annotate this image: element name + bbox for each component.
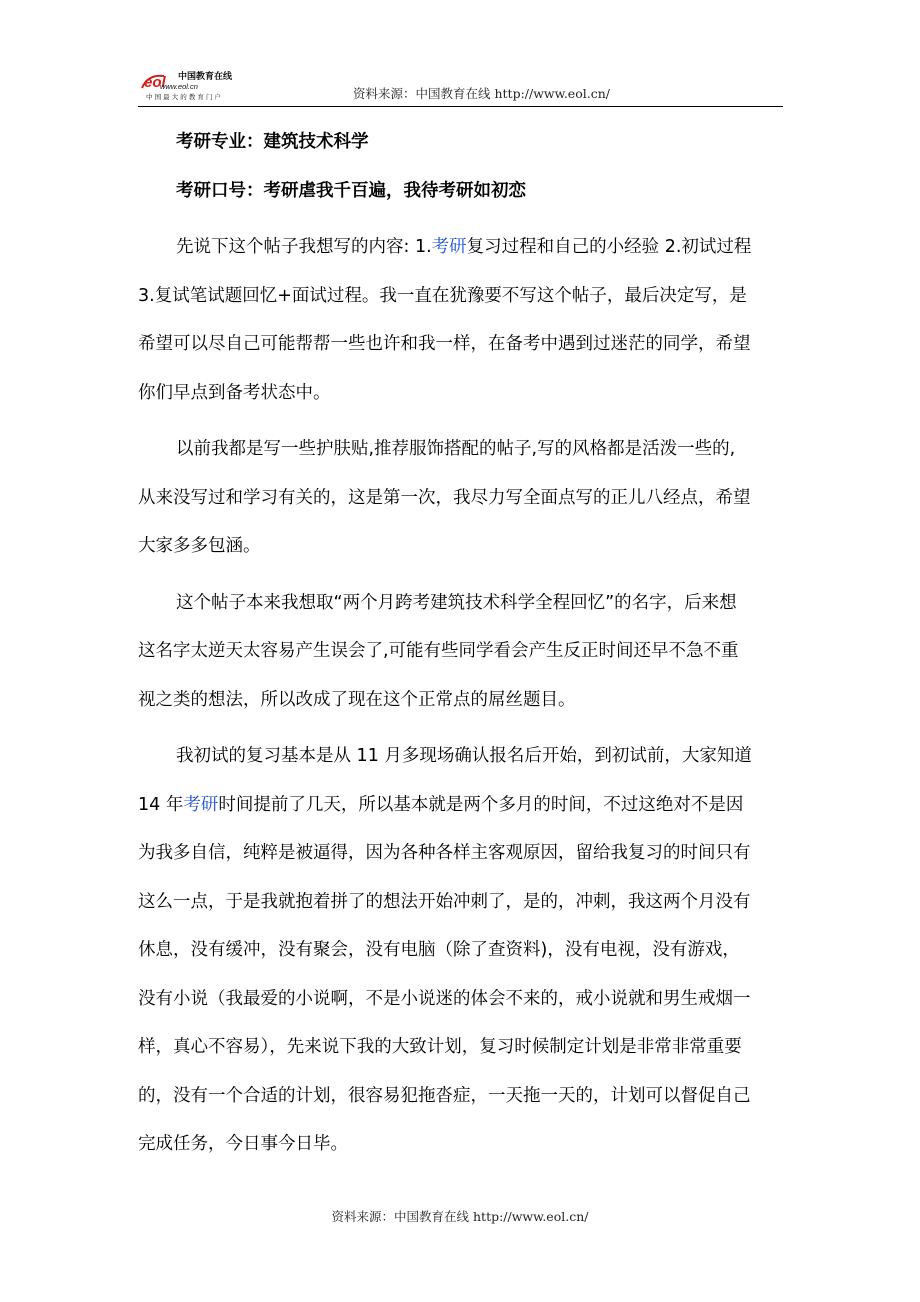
paragraph-4-line: 我初试的复习基本是从 11 月多现场确认报名后开始，到初试前，大家知道 [176,746,752,766]
title-major: 考研专业：建筑技术科学 [176,132,369,152]
paragraph-4-line: 样，真心不容易），先来说下我的大致计划，复习时候制定计划是非常非常重要 [138,1037,742,1057]
header-source-text: 资料来源：中国教育在线 http://www.eol.cn/ [353,86,610,101]
paragraph-2-line: 以前我都是写一些护肤贴,推荐服饰搭配的帖子,写的风格都是活泼一些的, [176,439,736,459]
paragraph-4-line: 完成任务，今日事今日毕。 [138,1134,348,1154]
kaoyan-link[interactable]: 考研 [431,237,467,257]
page-header [138,62,783,107]
article-body [138,118,783,1169]
paragraph-4-line: 的，没有一个合适的计划，很容易犯拖沓症，一天拖一天的，计划可以督促自己 [138,1085,751,1106]
logo-slogan: 中 国 最 大 的 教 育 门 户 [146,93,222,101]
kaoyan-link[interactable]: 考研 [183,794,219,815]
eol-logo [138,66,258,102]
paragraph-1-line: 3.复试笔试题回忆+面试过程。我一直在犹豫要不写这个帖子，最后决定写，是 [138,285,747,306]
paragraph-4-line: 为我多自信，纯粹是被逼得，因为各种各样主客观原因，留给我复习的时间只有 [138,843,751,863]
text-span: 复习过程和自己的小经验 2.初试过程 [466,237,752,257]
logo-url: www.eol.cn [160,82,198,91]
title-slogan: 考研口号：考研虐我千百遍，我待考研如初恋 [176,180,526,201]
text-span: 时间提前了几天，所以基本就是两个多月的时间，不过这绝对不是因 [218,794,744,815]
logo-mark: eol [144,74,166,91]
text-span: 先说下这个帖子我想写的内容: 1. [176,237,432,257]
paragraph-4-line: 这么一点，于是我就抱着拼了的想法开始冲刺了，是的，冲刺，我这两个月没有 [138,891,751,912]
paragraph-4-line [138,781,783,830]
footer-source-text: 资料来源：中国教育在线 http://www.eol.cn/ [331,1209,589,1224]
paragraph-2-line: 从来没写过和学习有关的，这是第一次，我尽力写全面点写的正儿八经点，希望 [138,487,751,508]
paragraph-1-line: 你们早点到备考状态中。 [138,382,331,403]
paragraph-3-line: 这名字太逆天太容易产生误会了,可能有些同学看会产生反正时间还早不急不重 [138,641,739,661]
paragraph-3-line: 这个帖子本来我想取“两个月跨考建筑技术科学全程回忆”的名字，后来想 [176,592,737,613]
logo-name: 中国教育在线 [178,72,233,82]
paragraph-1-line [138,223,783,272]
paragraph-2-line: 大家多多包涵。 [138,536,261,556]
paragraph-1-line: 希望可以尽自己可能帮帮一些也许和我一样，在备考中遇到过迷茫的同学，希望 [138,334,751,354]
paragraph-3-line: 视之类的想法，所以改成了现在这个正常点的屌丝题目。 [138,689,576,710]
paragraph-4-line: 休息，没有缓冲，没有聚会，没有电脑（除了查资料)，没有电视，没有游戏， [138,940,740,960]
paragraph-4-line: 没有小说（我最爱的小说啊，不是小说迷的体会不来的，戒小说就和男生戒烟一 [138,988,751,1009]
text-span: 14 年 [138,794,184,815]
